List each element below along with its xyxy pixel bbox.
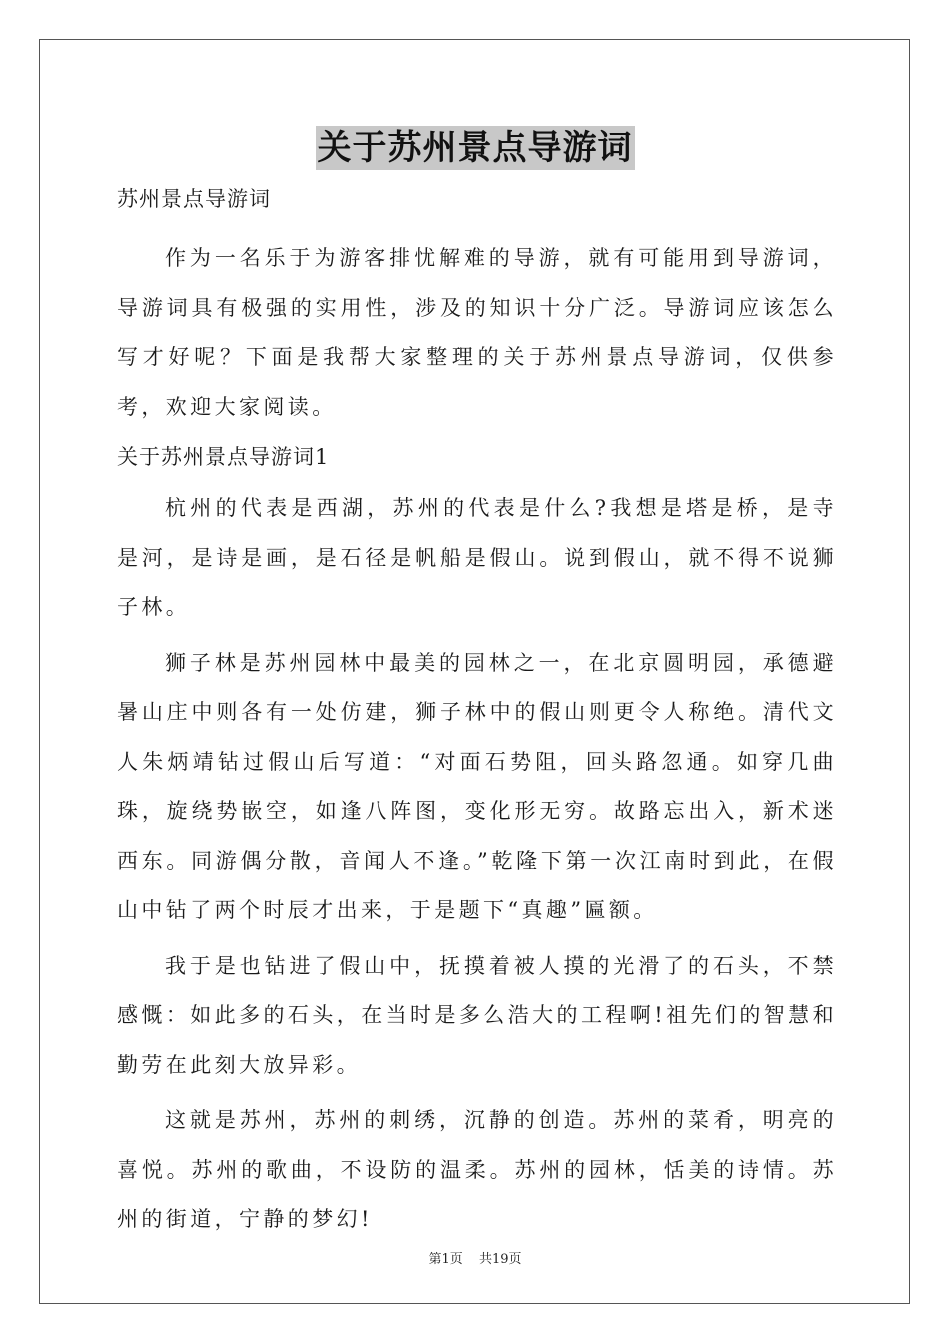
intro-paragraph: 作为一名乐于为游客排忧解难的导游，就有可能用到导游词，导游词具有极强的实用性，涉及的知识十分广泛。导游词应该怎么写才好呢？下面是我帮大家整理的关于苏州景点导游词，仅供参考，欢迎大家阅读。 <box>117 246 837 419</box>
body-paragraph: 这就是苏州，苏州的刺绣，沉静的创造。苏州的菜肴，明亮的喜悦。苏州的歌曲，不设防的温柔。苏州的园林，恬美的诗情。苏州的街道，宁静的梦幻! <box>117 1108 837 1231</box>
document-body <box>117 178 837 1251</box>
document-title: 关于苏州景点导游词 <box>317 128 633 168</box>
section-heading: 关于苏州景点导游词1 <box>117 445 330 469</box>
page-number-current: 第1页 <box>428 1252 463 1267</box>
body-paragraph: 狮子林是苏州园林中最美的园林之一，在北京圆明园，承德避暑山庄中则各有一处仿建，狮子林中的假山则更令人称绝。清代文人朱炳靖钻过假山后写道：“对面石势阻，回头路忽通。如穿几曲珠，旋绕势嵌空，如逢八阵图，变化形无穷。故路忘出入，新术迷西东。同游偶分散，音闻人不逢。”乾隆下第一次江南时到此，在假山中钻了两个时辰才出来，于是题下“真趣”匾额。 <box>117 650 837 922</box>
page-footer <box>0 1248 950 1267</box>
page-number-total: 共19页 <box>478 1252 522 1267</box>
body-paragraph: 我于是也钻进了假山中，抚摸着被人摸的光滑了的石头，不禁感慨：如此多的石头，在当时是多么浩大的工程啊!祖先们的智慧和勤劳在此刻大放异彩。 <box>117 953 837 1077</box>
body-paragraph: 杭州的代表是西湖，苏州的代表是什么?我想是塔是桥，是寺是河，是诗是画，是石径是帆船是假山。说到假山，就不得不说狮子林。 <box>117 496 837 619</box>
title-container <box>0 126 950 170</box>
subtitle-line: 苏州景点导游词 <box>117 187 271 211</box>
